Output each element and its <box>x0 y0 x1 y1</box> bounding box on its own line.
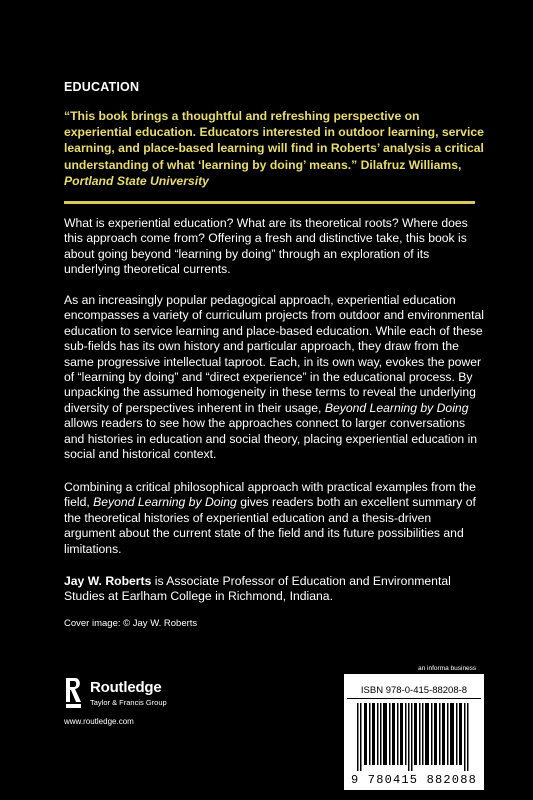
publisher-website: www.routledge.com <box>64 717 134 726</box>
publisher-logo <box>64 676 234 716</box>
quote-text: “This book brings a thoughtful and refreshing perspective on experiential education. Educators interested in outdoor learning, service learning, and place-based learning will find in Roberts’ analysis a critical understanding of what ‘learning by doing’ means.” <box>64 109 484 172</box>
divider-rule <box>64 201 475 204</box>
paragraph-2-part-b: allows readers to see how the approaches connect to larger conversations and histories in education and social theory, placing experiential education in social and historical context. <box>64 416 478 462</box>
author-bio-text <box>64 574 484 605</box>
routledge-r-icon <box>64 676 84 710</box>
description-paragraph-3 <box>64 480 484 557</box>
author-name: Jay W. Roberts <box>64 574 152 588</box>
quote-attribution-name: Dilafruz Williams, <box>360 157 462 172</box>
book-title-italic: Beyond Learning by Doing <box>324 400 469 415</box>
quote-attribution-institution: Portland State University <box>64 173 209 188</box>
barcode-icon <box>347 703 481 771</box>
paragraph-1-text: What is experiential education? What are its theoretical roots? Where does this approach come from? Offering a fresh and distinctive take, this book is about going beyond “learning by doing” through an exploration of its underlying theoretical currents. <box>64 216 468 277</box>
paragraph-2-part-a: As an increasingly popular pedagogical approach, experiential education encompasses a variety of curriculum projects from outdoor and environmental education to service learning and place-based education. While each of these sub-fields has its own history and particular approach, they draw from the same progressive intellectual taproot. Each, in its own way, evokes the power of “learning by doing” and “direct experience” in the educational process. By unpacking the assumed homogeneity in these terms to reveal the underlying diversity of perspectives inherent in their usage, <box>64 293 484 415</box>
description-paragraph-1 <box>64 216 484 278</box>
publisher-name: Routledge <box>90 679 162 696</box>
isbn-label: ISBN 978-0-415-88208-8 <box>347 683 481 699</box>
cover-credit: Cover image: © Jay W. Roberts <box>64 618 198 629</box>
author-bio <box>64 574 484 605</box>
paragraph-3-part-a: Combining a critical philosophical approach with practical examples from the field, <box>64 480 476 510</box>
paragraph-2 <box>64 293 484 462</box>
category-label: EDUCATION <box>64 80 140 94</box>
review-quote <box>64 108 484 189</box>
description-paragraph-2 <box>64 293 484 462</box>
barcode-digits: 9 780415 882088 <box>350 773 478 787</box>
publisher-subtitle: Taylor & Francis Group <box>90 698 167 707</box>
paragraph-3 <box>64 480 484 557</box>
paragraph-3-part-b: gives readers both an excellent summary of the theoretical histories of experiential education and a thesis-driven argument about the current state of the field and its future possibilities and limitations. <box>64 495 476 556</box>
author-bio-body: is Associate Professor of Education and Environmental Studies at Earlham College in Richmond, Indiana. <box>64 574 451 604</box>
informa-label: an informa business <box>418 665 477 672</box>
book-title-italic: Beyond Learning by Doing <box>93 495 237 510</box>
